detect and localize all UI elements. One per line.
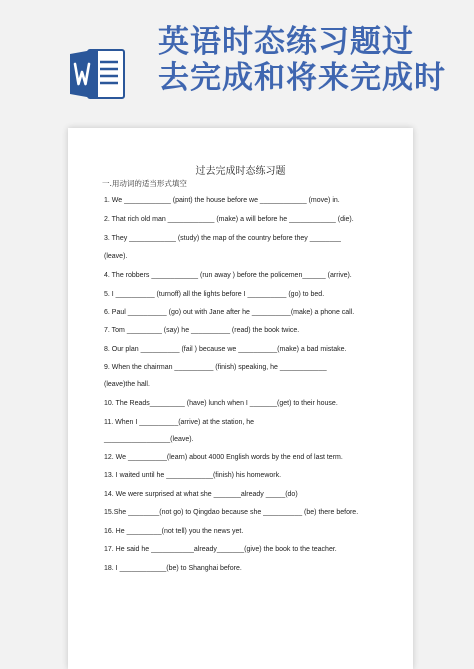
question-line: _________________(leave).	[104, 436, 194, 443]
question-line: 10. The Reads_________ (have) lunch when I _______(get) to their house.	[104, 400, 338, 407]
question-line: 9. When the chairman __________ (finish) speaking, he ____________	[104, 364, 327, 371]
question-line: 18. I ____________(be) to Shanghai before.	[104, 565, 242, 572]
question-line: 11. When I __________(arrive) at the station, he	[104, 419, 255, 426]
page-title-line-1: 英语时态练习题过	[158, 24, 414, 60]
document-page	[68, 128, 413, 669]
question-line: 17. He said he ___________already_______(give) the book to the teacher.	[104, 546, 337, 553]
question-line: 3. They ____________ (study) the map of the country before they ________	[104, 235, 341, 242]
question-line: 16. He _________(not tell) you the news yet.	[104, 528, 244, 535]
question-line: 12. We __________(learn) about 4000 English words by the end of last term.	[104, 454, 343, 461]
question-line: 2. That rich old man ____________ (make) a will before he ____________ (die).	[104, 216, 354, 223]
question-line: 8. Our plan __________ (fail ) because we __________(make) a bad mistake.	[104, 346, 347, 353]
header-banner	[0, 0, 474, 118]
question-line: 1. We ____________ (paint) the house before we ____________ (move) in.	[104, 197, 340, 204]
section-heading: 一.用动词的适当形式填空	[102, 179, 187, 188]
document-title: 过去完成时态练习题	[195, 166, 286, 177]
question-line: 5. I __________ (turnoff) all the lights before I __________ (go) to bed.	[104, 291, 325, 298]
question-line: 13. I waited until he ____________(finish) his homework.	[104, 472, 282, 479]
question-line: (leave).	[104, 253, 128, 260]
question-line: 6. Paul __________ (go) out with Jane after he __________(make) a phone call.	[104, 309, 355, 316]
page-title-line-2: 去完成和将来完成时	[158, 60, 446, 96]
question-line: 7. Tom _________ (say) he __________ (read) the book twice.	[104, 327, 300, 334]
question-line: (leave)the hall.	[104, 381, 150, 388]
question-line: 4. The robbers ____________ (run away ) before the policemen______ (arrive).	[104, 272, 352, 279]
question-line: 15.She ________(not go) to Qingdao because she __________ (be) there before.	[104, 509, 359, 516]
question-line: 14. We were surprised at what she _______already _____(do)	[104, 491, 298, 498]
word-document-icon	[68, 44, 128, 104]
